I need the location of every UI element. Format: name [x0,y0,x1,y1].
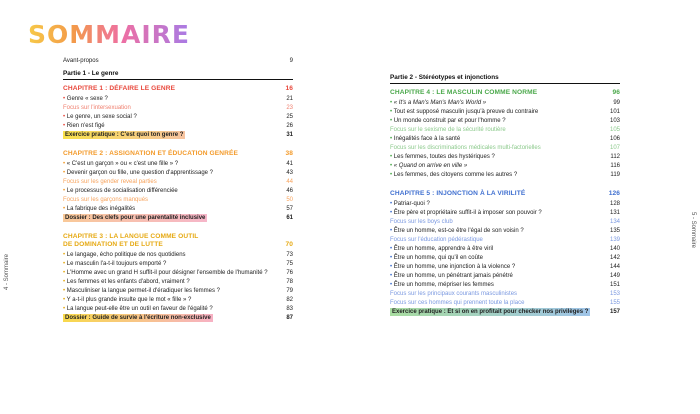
toc-entry-label: • Être un homme, est-ce être l'égal de son voisin ? [390,228,524,234]
toc-entry-label: • Être un homme, mépriser les femmes [390,282,494,288]
toc-entry-page: 153 [609,291,620,297]
toc-entry-label: • Inégalités face à la santé [390,136,461,142]
chapter-heading-3[interactable] [63,233,293,241]
toc-entry-page: 21 [286,96,293,102]
toc-entry-label: • Genre « sexe ? [63,96,108,102]
toc-entry-page: 87 [286,315,293,321]
toc-entry-label: Exercice pratique : C'est quoi ton genre ? [65,132,184,138]
part-divider [63,79,293,80]
toc-entry-label: • Patriar-quoi ? [390,201,430,207]
toc-entry[interactable] [63,296,293,304]
toc-entry-page: 41 [286,161,293,167]
toc-entry[interactable] [390,162,620,170]
toc-entry-label: Avant-propos [63,58,99,64]
toc-entry-label: • Rien n'est figé [63,123,105,129]
toc-entry-page: 155 [609,300,620,306]
toc-entry-label: • Le processus de socialisation différenciée [63,188,178,194]
chapter-heading-2[interactable] [63,150,293,158]
toc-entry-label: • Être un homme, une injonction à la violence ? [390,264,516,270]
chapter-page: 126 [608,190,620,197]
toc-entry-page: 103 [609,118,620,124]
toc-entry[interactable] [63,122,293,130]
toc-entry-label: • « C'est un garçon » ou « c'est une fille » ? [63,161,179,167]
toc-entry-label: • « Quand on arrive en ville » [390,163,468,169]
toc-entry-page: 142 [609,255,620,261]
toc-entry-page: 139 [609,237,620,243]
toc-entry-label: • Être un homme, qui qu'il en coûte [390,255,483,261]
toc-entry[interactable] [390,281,620,289]
toc-entry-focus[interactable] [390,218,620,226]
toc-entry-label: • Le genre, un sexe social ? [63,114,137,120]
toc-entry-label: • Les femmes, toutes des hystériques ? [390,154,495,160]
toc-entry-page: 75 [286,261,293,267]
toc-entry-page: 78 [286,279,293,285]
toc-entry[interactable] [63,187,293,195]
toc-entry-exercise[interactable] [390,308,620,316]
chapter-title: CHAPITRE 2 : ASSIGNATION ET ÉDUCATION GENRÉE [63,150,238,157]
toc-entry-page: 149 [609,273,620,279]
toc-entry[interactable] [63,260,293,268]
toc-entry-label: • La fabrique des inégalités [63,206,136,212]
toc-entry-page: 99 [613,100,620,106]
toc-entry-focus[interactable] [390,290,620,298]
toc-entry-page: 119 [610,172,620,178]
toc-entry-label: Focus sur les discriminations médicales multi-factorielles [390,145,541,151]
toc-entry[interactable] [63,269,293,277]
toc-entry[interactable] [63,95,293,103]
toc-entry-label: Focus sur le sexisme de la sécurité routière [390,127,506,133]
toc-entry-label: Dossier : Guide de survie à l'écriture non-exclusive [65,315,211,321]
part-divider [390,83,620,84]
toc-entry[interactable] [390,153,620,161]
toc-entry-page: 116 [610,163,620,169]
toc-entry-label: • Masculiniser la langue permet-il d'éradiquer les femmes ? [63,288,220,294]
chapter-title: CHAPITRE 3 : LA LANGUE COMME OUTIL [63,233,199,240]
toc-entry-exercise[interactable] [63,131,293,139]
toc-entry-label: • L'Homme avec un grand H suffit-il pour désigner l'ensemble de l'humanité ? [63,270,268,276]
toc-entry-page: 43 [286,170,293,176]
part-heading-1[interactable] [63,70,293,78]
toc-entry[interactable] [390,108,620,116]
toc-entry-label: • Être un homme, un pénétrant jamais pénétré [390,273,513,279]
toc-entry-label: Focus sur les gender reveal parties [63,179,157,185]
toc-entry-label: • Être père et propriétaire suffit-il à imposer son pouvoir ? [390,210,542,216]
part-title: Partie 1 - Le genre [63,70,119,77]
toc-entry-label: • Les femmes et les enfants d'abord, vraiment ? [63,279,190,285]
toc-entry-page: 112 [610,154,620,160]
toc-entry[interactable] [63,113,293,121]
chapter-page: 96 [612,89,620,96]
toc-entry-label: • Être un homme, apprendre à être viril [390,246,494,252]
toc-entry[interactable] [390,254,620,262]
toc-entry[interactable] [63,287,293,295]
toc-entry-page: 50 [286,197,293,203]
toc-entry-page: 106 [609,136,620,142]
toc-entry-page: 61 [286,215,293,221]
toc-entry[interactable] [390,245,620,253]
toc-entry-page: 9 [289,58,293,64]
toc-entry[interactable] [63,205,293,213]
toc-entry-page: 46 [286,188,293,194]
toc-entry-label: • Les femmes, des citoyens comme les autres ? [390,172,518,178]
toc-entry-label: • Un monde construit par et pour l'homme ? [390,118,506,124]
toc-entry-page: 107 [609,145,620,151]
chapter-heading-1[interactable] [63,85,293,93]
chapter-heading-4[interactable] [390,89,620,97]
toc-entry-page: 101 [609,109,620,115]
toc-entry[interactable] [63,251,293,259]
toc-entry-dossier[interactable] [63,214,293,222]
part-heading-2[interactable] [390,74,620,82]
toc-entry-page: 79 [286,288,293,294]
toc-entry-label: • La langue peut-elle être un outil en faveur de l'égalité ? [63,306,213,312]
toc-entry[interactable] [63,278,293,286]
toc-entry-page: 26 [286,123,293,129]
toc-entry-page: 57 [286,206,293,212]
toc-entry-label: • Devenir garçon ou fille, une question d'apprentissage ? [63,170,214,176]
toc-entry[interactable] [63,169,293,177]
chapter-title: CHAPITRE 5 : INJONCTION À LA VIRILITÉ [390,190,526,197]
toc-entry-label: • Y a-t-il plus grande insulte que le mot « fille » ? [63,297,192,303]
toc-entry-focus[interactable] [63,104,293,112]
toc-entry[interactable] [390,200,620,208]
toc-entry[interactable] [390,117,620,125]
toc-entry-label: Focus sur ces hommes qui prennent toute la place [390,300,525,306]
toc-entry-focus[interactable] [63,178,293,186]
toc-entry-focus[interactable] [390,299,620,307]
chapter-title: CHAPITRE 1 : DÉFAIRE LE GENRE [63,85,176,92]
toc-entry[interactable] [390,227,620,235]
page-number-right: 5 - Sommaire [690,211,696,248]
chapter-title: CHAPITRE 4 : LE MASCULIN COMME NORME [390,89,538,96]
page-number-left: 4 - Sommaire [4,253,10,290]
toc-entry-label: • « It's a Man's Man's Man's World » [390,100,487,106]
toc-entry[interactable] [63,160,293,168]
chapter-heading-3-line2[interactable] [63,241,293,249]
toc-entry-label: Exercice pratique : Et si on en profitait pour checker nos privilèges ? [392,309,589,315]
toc-entry-page: 105 [609,127,620,133]
page-title: SOMMAIRE [28,20,190,49]
toc-entry-label: Focus sur les boys club [390,219,453,225]
toc-entry-label: Focus sur les principaux courants masculinistes [390,291,518,297]
toc-entry-focus[interactable] [390,126,620,134]
toc-entry-page: 23 [286,105,293,111]
chapter-title: DE DOMINATION ET DE LUTTE [63,241,163,248]
toc-entry-label: • Le masculin l'a-t-il toujours emporté ? [63,261,167,267]
toc-entry[interactable] [390,171,620,179]
toc-entry-page: 144 [609,264,620,270]
toc-entry-label: Focus sur les garçons manqués [63,197,149,203]
toc-entry-focus[interactable] [390,236,620,244]
toc-entry-page: 83 [286,306,293,312]
toc-entry[interactable] [390,263,620,271]
chapter-page: 70 [285,241,293,248]
toc-entry-page: 140 [609,246,620,252]
toc-entry[interactable] [63,305,293,313]
toc-entry-page: 31 [286,132,293,138]
toc-entry[interactable] [390,209,620,217]
toc-entry-focus[interactable] [63,196,293,204]
toc-entry-page: 134 [609,219,620,225]
toc-entry-page: 25 [286,114,293,120]
toc-entry-label: Dossier : Des clefs pour une parentalité inclusive [65,215,206,221]
toc-entry-page: 44 [286,179,293,185]
toc-entry-page: 157 [609,309,620,315]
toc-entry[interactable] [390,272,620,280]
toc-entry-page: 131 [609,210,620,216]
part-title: Partie 2 - Stéréotypes et injonctions [390,74,499,81]
toc-entry-dossier[interactable] [63,314,293,322]
toc-entry-label: Focus sur l'intersexuation [63,105,131,111]
chapter-heading-5[interactable] [390,190,620,198]
toc-entry-page: 82 [286,297,293,303]
toc-entry[interactable] [390,99,620,107]
toc-entry-avant-propos[interactable] [63,57,293,65]
chapter-page: 38 [285,150,293,157]
toc-entry-label: Focus sur l'éducation pédérastique [390,237,483,243]
toc-entry-label: • Tout est supposé masculin jusqu'à preuve du contraire [390,109,539,115]
toc-entry-label: • Le langage, écho politique de nos quotidiens [63,252,186,258]
toc-entry-focus[interactable] [390,144,620,152]
toc-entry-page: 76 [286,270,293,276]
toc-entry[interactable] [390,135,620,143]
toc-entry-page: 135 [609,228,620,234]
chapter-page: 16 [285,85,293,92]
toc-entry-page: 73 [286,252,293,258]
toc-entry-page: 151 [609,282,620,288]
toc-entry-page: 128 [609,201,620,207]
